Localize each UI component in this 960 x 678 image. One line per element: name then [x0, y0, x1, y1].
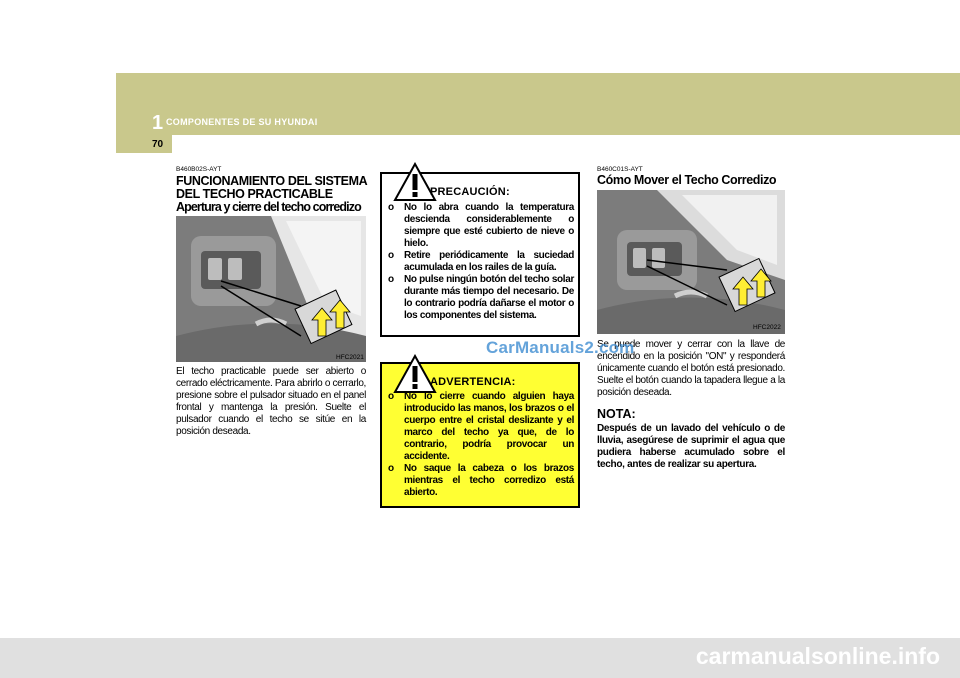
photo-caption-left: HFC2021: [336, 354, 364, 361]
warning-title: ADVERTENCIA:: [430, 376, 516, 388]
note-title: NOTA:: [597, 407, 636, 421]
warning-item: o No saque la cabeza o los brazos mientras el techo corredizo está abierto.: [388, 463, 574, 498]
sunroof-photo-right: [597, 190, 785, 334]
footer-link[interactable]: carmanualsonline.info: [695, 643, 940, 669]
body-text-left: El techo practicable puede ser abierto o cerrado eléctricamente. Para abrirlo o cerrarlo, presione sobre el pulsador situado en el panel frontal y mantenga la presión. Suelte el pulsador cuando el techo se sitúe en la posición deseada.: [176, 366, 366, 437]
interior-illustration: [176, 216, 366, 362]
warning-box: [380, 362, 580, 508]
warning-list: [388, 391, 574, 499]
caution-item: o No pulse ningún botón del techo solar durante más tiempo del necesario. De lo contrario podría dañarse el motor o los componentes del sistema.: [388, 274, 574, 321]
photo-caption-right: HFC2022: [753, 324, 781, 331]
section-heading-left: [176, 175, 372, 214]
heading-line-3: Apertura y cierre del techo corredizo: [176, 200, 361, 214]
caution-item: o No lo abra cuando la temperatura descienda considerablemente o siempre que esté cubierto de nieve o hielo.: [388, 202, 574, 249]
interior-illustration: [597, 190, 785, 334]
body-text-right: Se puede mover y cerrar con la llave de encendido en la posición "ON" y responderá únicamente cuando el botón está presionado. Suelte el botón cuando la tapadera llegue a la posición deseada.: [597, 339, 785, 398]
note-text: Después de un lavado del vehículo o de lluvia, asegúrese de suprimir el agua que pudiera haberse acumulado sobre el techo, antes de realizar su apertura.: [597, 423, 785, 470]
chapter-number: 1: [152, 112, 164, 134]
caution-title: PRECAUCIÓN:: [430, 186, 510, 198]
chapter-title: COMPONENTES DE SU HYUNDAI: [166, 117, 318, 127]
page-number: 70: [152, 139, 164, 150]
heading-line-1: FUNCIONAMIENTO DEL SISTEMA: [176, 174, 368, 188]
section-code-right: B460C01S-AYT: [597, 166, 643, 173]
caution-item: o Retire periódicamente la suciedad acumulada en los railes de la guía.: [388, 250, 574, 273]
section-heading-right: Cómo Mover el Techo Corredizo: [597, 173, 777, 187]
page-number-tab: [116, 135, 172, 153]
caution-box: [380, 172, 580, 337]
warning-item: o No lo cierre cuando alguien haya introducido las manos, los brazos o el cuerpo entre el cristal deslizante y el marco del techo ya que, de lo contrario, podría provocar un accidente.: [388, 391, 574, 462]
section-code-left: B460B02S-AYT: [176, 166, 222, 173]
sunroof-photo-left: [176, 216, 366, 362]
warning-triangle-icon: [393, 354, 437, 394]
watermark-text: CarManuals2.com: [486, 338, 635, 357]
heading-line-2: DEL TECHO PRACTICABLE: [176, 187, 333, 201]
caution-list: [388, 202, 574, 322]
